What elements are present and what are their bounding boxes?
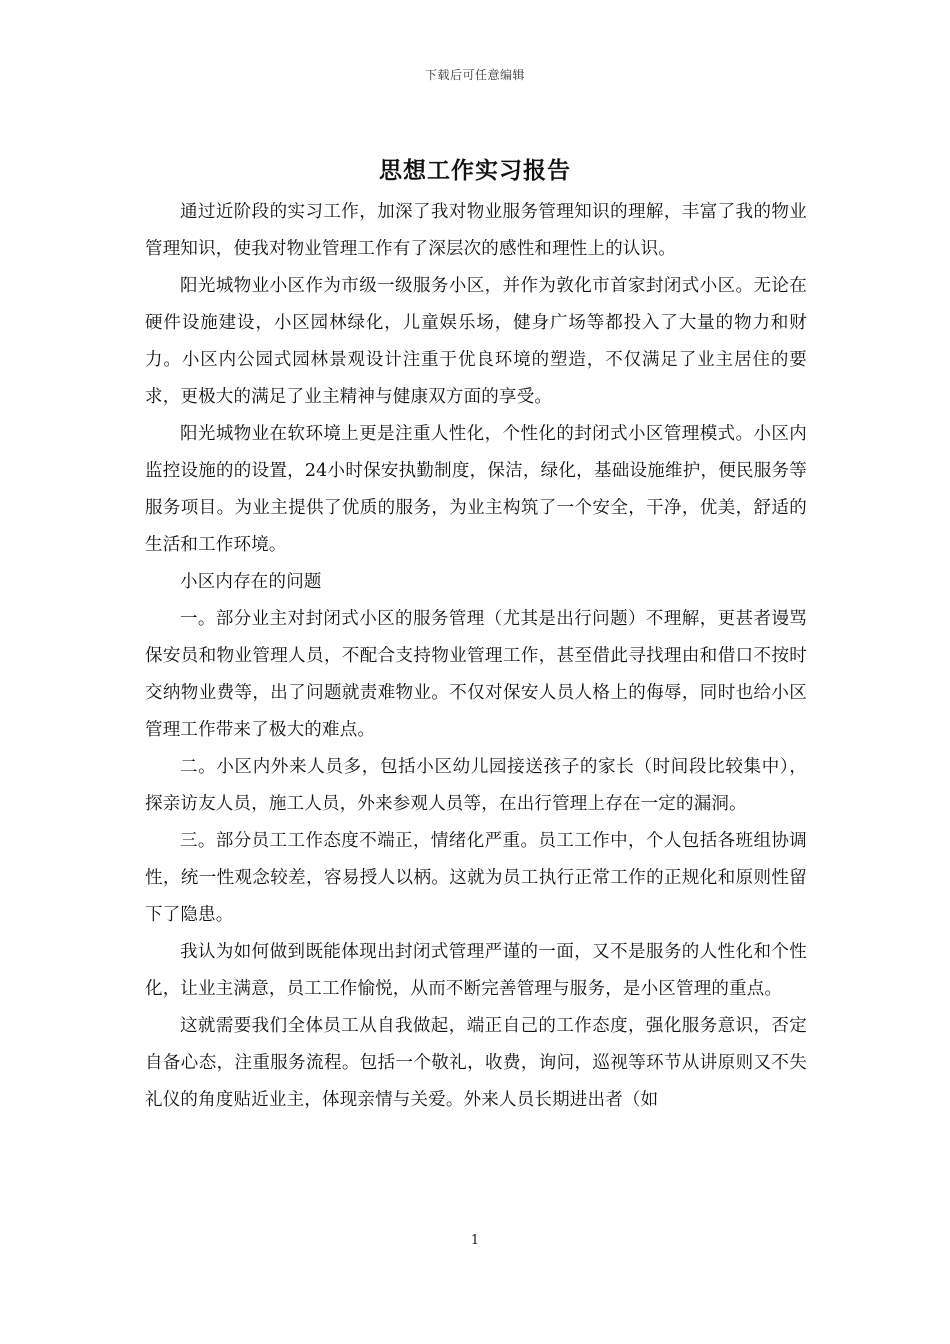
paragraph: 我认为如何做到既能体现出封闭式管理严谨的一面，又不是服务的人性化和个性化，让业主满意，员工工作愉悦，从而不断完善管理与服务，是小区管理的重点。 [145,942,807,999]
paragraph: 通过近阶段的实习工作，加深了我对物业服务管理知识的理解，丰富了我的物业管理知识，使我对物业管理工作有了深层次的感性和理性上的认识。 [145,202,807,259]
header-note: 下载后可任意编辑 [424,68,525,82]
section-heading: 小区内存在的问题 [180,572,322,592]
paragraph: 一。部分业主对封闭式小区的服务管理（尤其是出行问题）不理解，更甚者谩骂保安员和物业管理人员，不配合支持物业管理工作，甚至借此寻找理由和借口不按时交纳物业费等，出了问题就责难物业。不仅对保安人员人格上的侮辱，同时也给小区管理工作带来了极大的难点。 [145,609,807,740]
document-body [145,194,807,1119]
page-number: 1 [470,1233,480,1248]
paragraph: 这就需要我们全体员工从自我做起，端正自己的工作态度，强化服务意识，否定自备心态，注重服务流程。包括一个敬礼，收费，询问，巡视等环节从讲原则又不失礼仪的角度贴近业主，体现亲情与关爱。外来人员长期进出者（如 [145,1016,807,1110]
paragraph: 三。部分员工工作态度不端正，情绪化严重。员工工作中，个人包括各班组协调性，统一性观念较差，容易授人以柄。这就为员工执行正常工作的正规化和原则性留下了隐患。 [145,831,807,925]
paragraph: 阳光城物业在软环境上更是注重人性化，个性化的封闭式小区管理模式。小区内监控设施的的设置，24小时保安执勤制度，保洁，绿化，基础设施维护，便民服务等服务项目。为业主提供了优质的服务，为业主构筑了一个安全，干净，优美，舒适的生活和工作环境。 [145,424,807,555]
document-title: 思想工作实习报告 [379,157,571,184]
paragraph: 二。小区内外来人员多，包括小区幼儿园接送孩子的家长（时间段比较集中），探亲访友人员，施工人员，外来参观人员等，在出行管理上存在一定的漏洞。 [145,757,807,814]
paragraph: 阳光城物业小区作为市级一级服务小区，并作为敦化市首家封闭式小区。无论在硬件设施建设，小区园林绿化，儿童娱乐场，健身广场等都投入了大量的物力和财力。小区内公园式园林景观设计注重于优良环境的塑造，不仅满足了业主居住的要求，更极大的满足了业主精神与健康双方面的享受。 [145,276,807,407]
